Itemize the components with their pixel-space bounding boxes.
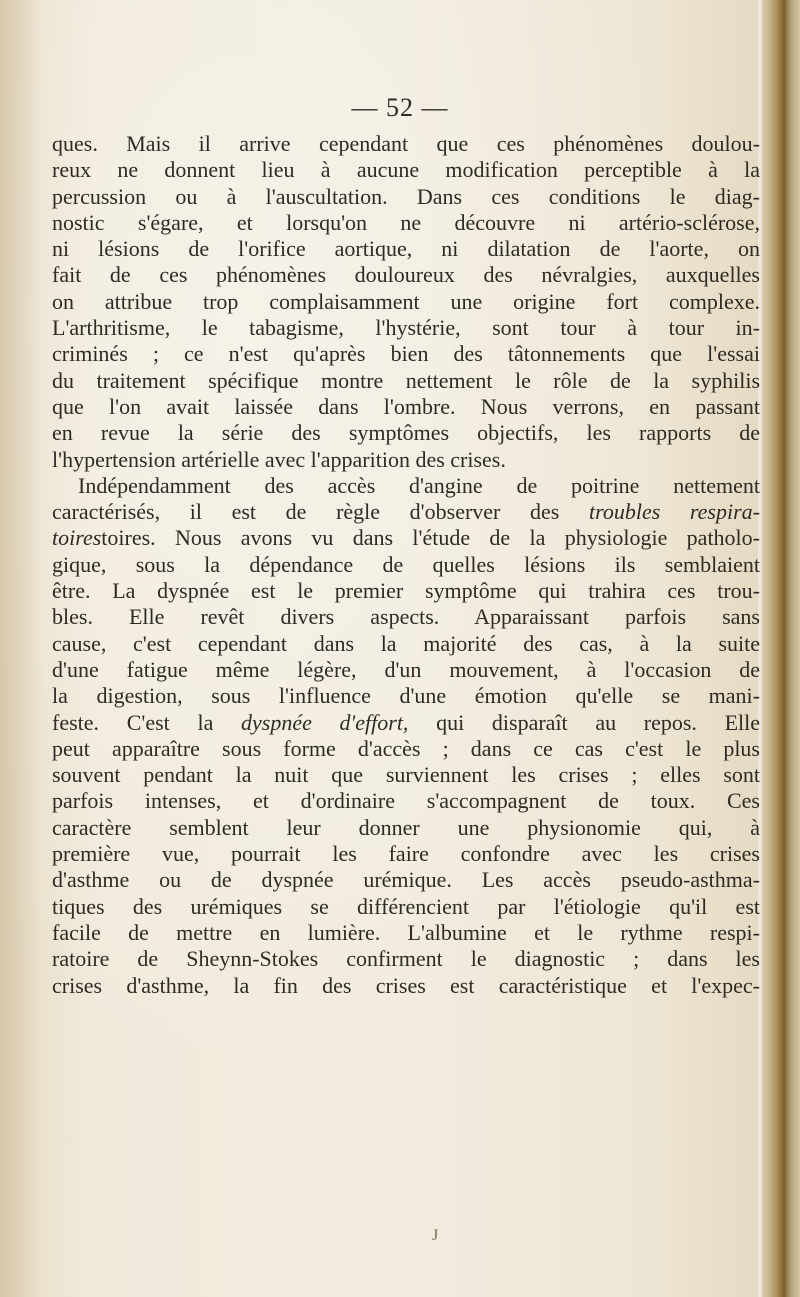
text-line: souvent pendant la nuit que surviennent les crises ; elles sont: [52, 762, 760, 788]
text-line: ratoire de Sheynn-Stokes confirment le diagnostic ; dans les: [52, 946, 760, 972]
page-body-text: [52, 131, 760, 999]
text-line: nostic s'égare, et lorsqu'on ne découvre ni artério-sclérose,: [52, 209, 760, 235]
text-fragment: toires. Nous avons vu dans l'étude de la physiologie patholo-: [101, 525, 760, 551]
text-line: crises d'asthme, la fin des crises est caractéristique et l'expec-: [52, 972, 760, 998]
text-line: [52, 473, 760, 499]
text-line: parfois intenses, et d'ordinaire s'accompagnent de toux. Ces: [52, 788, 760, 814]
page-shadow: [0, 0, 42, 1297]
text-line: l'hypertension artérielle avec l'apparition des crises.: [52, 446, 506, 472]
text-line: criminés ; ce n'est qu'après bien des tâtonnements que l'essai: [52, 341, 760, 367]
text-line: la digestion, sous l'influence d'une émotion qu'elle se mani-: [52, 683, 760, 709]
text-line: première vue, pourrait les faire confondre avec les crises: [52, 841, 760, 867]
text-fragment: Indépendamment des accès d'angine de poitrine nettement: [78, 472, 760, 498]
text-line: facile de mettre en lumière. L'albumine et le rythme respi-: [52, 919, 760, 945]
text-fragment: qui disparaît au repos. Elle: [436, 709, 761, 735]
text-line: caractère semblent leur donner une physionomie qui, à: [52, 814, 760, 840]
text-line: gique, sous la dépendance de quelles lésions ils semblaient: [52, 551, 760, 577]
text-line: tiques des urémiques se différencient par l'étiologie qu'il est: [52, 893, 760, 919]
text-line: d'asthme ou de dyspnée urémique. Les accès pseudo-asthma-: [52, 867, 760, 893]
italic-term: toires: [52, 525, 102, 551]
text-line: cause, c'est cependant dans la majorité des cas, à la suite: [52, 630, 760, 656]
text-line: ques. Mais il arrive cependant que ces phénomènes doulou-: [52, 131, 760, 156]
text-line: percussion ou à l'auscultation. Dans ces conditions le diag-: [52, 183, 760, 209]
text-line: L'arthritisme, le tabagisme, l'hystérie, sont tour à tour in-: [52, 315, 760, 341]
text-line: [52, 525, 760, 551]
text-line: que l'on avait laissée dans l'ombre. Nous verrons, en passant: [52, 393, 760, 419]
text-fragment: feste. C'est la: [52, 709, 214, 735]
text-line: ni lésions de l'orifice aortique, ni dilatation de l'aorte, on: [52, 236, 760, 262]
text-line: [52, 710, 760, 736]
text-line: [52, 499, 760, 525]
text-line: peut apparaître sous forme d'accès ; dans ce cas c'est le plus: [52, 735, 760, 761]
italic-term: troubles respira-: [588, 499, 760, 525]
book-spine: [758, 0, 800, 1297]
text-line: du traitement spécifique montre nettement le rôle de la syphilis: [52, 367, 760, 393]
text-line: reux ne donnent lieu à aucune modification perceptible à la: [52, 157, 760, 183]
italic-term: dyspnée d'effort,: [241, 709, 409, 735]
text-line: bles. Elle revêt divers aspects. Apparaissant parfois sans: [52, 604, 760, 630]
text-line: on attribue trop complaisamment une origine fort complexe.: [52, 288, 760, 314]
text-line: être. La dyspnée est le premier symptôme qui trahira ces trou-: [52, 578, 760, 604]
text-fragment: caractérisés, il est de règle d'observer des: [52, 499, 560, 525]
text-line: fait de ces phénomènes douloureux des névralgies, auxquelles: [52, 262, 760, 288]
text-line: d'une fatigue même légère, d'un mouvement, à l'occasion de: [52, 656, 760, 682]
text-line: en revue la série des symptômes objectifs, les rapports de: [52, 420, 760, 446]
page-number: — 52 —: [351, 93, 449, 122]
ink-mark: J: [432, 1227, 439, 1244]
